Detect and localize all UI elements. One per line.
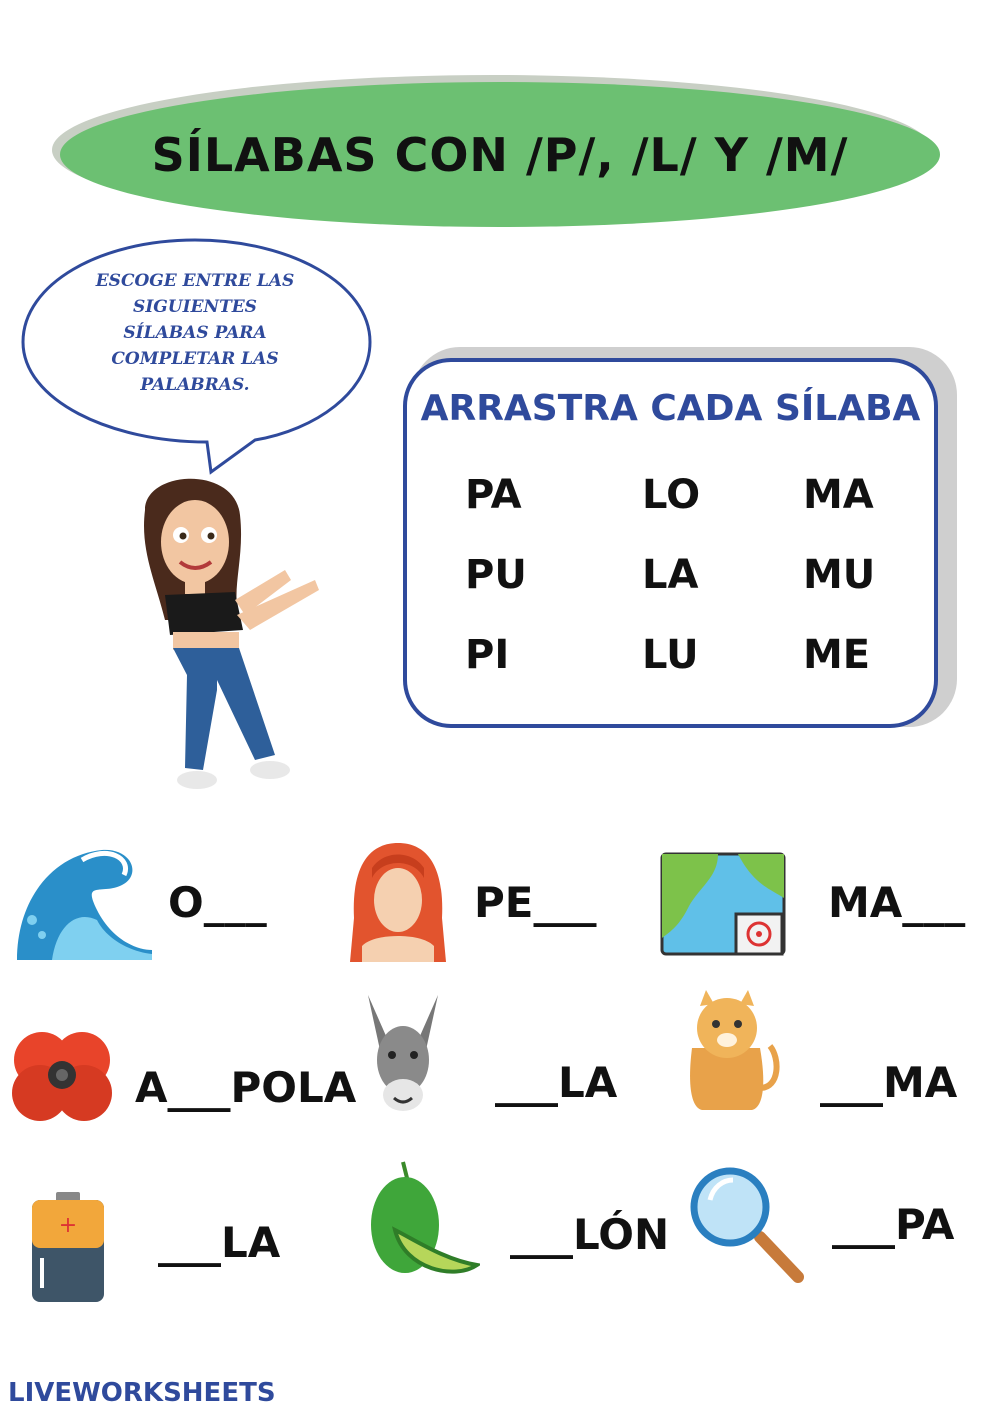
svg-text:+: + <box>58 1213 78 1238</box>
syllable-chip[interactable]: PI <box>465 632 510 678</box>
syllable-chip[interactable]: PU <box>465 552 527 598</box>
word-exercise[interactable]: ___MA <box>820 1058 958 1107</box>
syllable-chip[interactable]: LU <box>642 632 699 678</box>
syllable-box-title: ARRASTRA CADA SÍLABA <box>420 388 921 429</box>
instruction-text: ESCOGE ENTRE LAS SIGUIENTES SÍLABAS PARA COMPLETAR LAS PALABRAS. <box>95 271 295 395</box>
syllable-chip[interactable]: LO <box>642 472 701 518</box>
word-exercise[interactable]: A___POLA <box>135 1063 357 1112</box>
donkey-icon <box>358 990 448 1120</box>
melon-icon <box>365 1160 480 1280</box>
word-exercise[interactable]: ___LÓN <box>510 1210 670 1259</box>
syllable-chip[interactable]: MU <box>803 552 876 598</box>
battery-icon <box>28 1190 108 1305</box>
word-exercise[interactable]: ___LA <box>495 1058 618 1107</box>
page-title: SÍLABAS CON /P/, /L/ Y /M/ <box>151 127 849 182</box>
magnifying-glass-icon <box>688 1165 808 1290</box>
syllable-chip[interactable]: MA <box>803 472 874 518</box>
word-exercise[interactable]: ___PA <box>832 1200 955 1249</box>
teacher-avatar <box>125 470 335 805</box>
word-exercise[interactable]: PE___ <box>474 878 597 927</box>
word-exercise[interactable]: ___LA <box>158 1218 281 1267</box>
syllable-chip[interactable]: PA <box>465 472 522 518</box>
syllable-chip[interactable]: ME <box>803 632 871 678</box>
wave-icon <box>12 840 157 965</box>
puma-icon <box>672 988 782 1113</box>
poppy-flower-icon <box>12 1025 114 1127</box>
syllable-chip[interactable]: LA <box>642 552 699 598</box>
word-exercise[interactable]: MA___ <box>828 878 966 927</box>
hair-icon <box>342 838 454 963</box>
map-icon <box>658 848 790 963</box>
word-exercise[interactable]: O___ <box>168 878 267 927</box>
footer-brand: LIVEWORKSHEETS <box>8 1378 276 1408</box>
